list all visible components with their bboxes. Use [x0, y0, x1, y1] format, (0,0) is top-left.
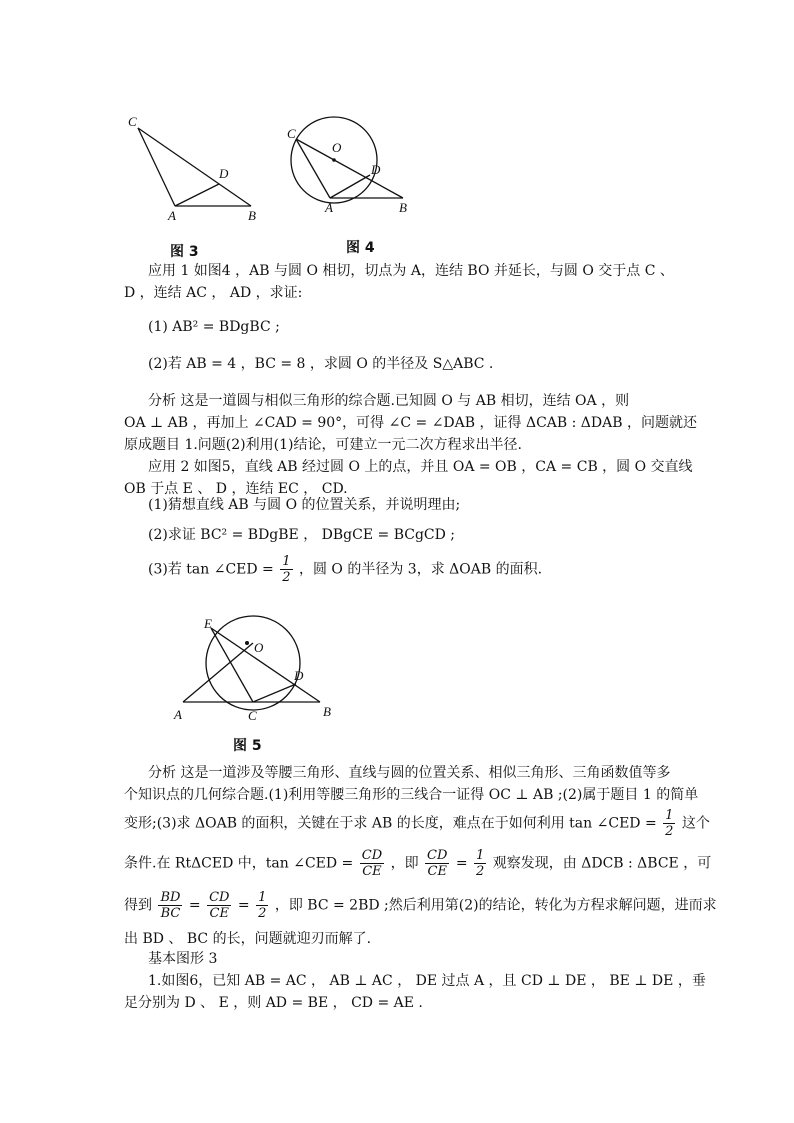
- frac-num: CD: [427, 848, 448, 863]
- analysis-1-line-2: OA ⊥ AB ，再加上 ∠CAD = 90°，可得 ∠C = ∠DAB ，证得 ΔCAB : ΔDAB ，问题就还: [124, 415, 697, 431]
- app2-line-2: OB 于点 E 、 D ，连结 EC ， CD.: [124, 481, 348, 497]
- frac-num: 1: [476, 848, 485, 863]
- app2-line-1: 应用 2 如图5，直线 AB 经过圆 O 上的点，并且 OA = OB ，CA = CB ，圆 O 交直线: [148, 459, 693, 475]
- figure-5-diagram: [168, 612, 343, 727]
- segment-AD: [175, 184, 219, 206]
- circle-O: [206, 616, 300, 710]
- app1-line-2: D ，连结 AC ， AD ，求证:: [124, 285, 303, 301]
- text-block-2: [124, 764, 717, 1024]
- app1-question-2: (2)若 AB = 4 ，BC = 8 ，求圆 O 的半径及 S△ABC .: [148, 356, 494, 372]
- basic-figure-3-heading: 基本图形 3: [148, 951, 218, 967]
- frac-den: 2: [665, 824, 674, 839]
- frac-num: 1: [282, 554, 291, 569]
- fraction-one-half: [256, 890, 268, 921]
- frac-den: BC: [160, 906, 181, 921]
- ana2-l4-b: ，即: [390, 855, 419, 872]
- center-point: [332, 158, 336, 162]
- label-O: O: [254, 640, 264, 655]
- analysis-1-line-1: 分析 这是一道圆与相似三角形的综合题.已知圆 O 与 AB 相切，连结 OA ，则: [148, 393, 630, 409]
- center-point: [245, 641, 249, 645]
- fraction-cd-ce: [360, 848, 384, 879]
- fraction-bd-bc: [158, 890, 182, 921]
- fraction-one-half: [663, 808, 675, 839]
- app1-line-1: 应用 1 如图4 ，AB 与圆 O 相切，切点为 A，连结 BO 并延长，与圆 O 交于点 C 、: [148, 263, 674, 279]
- segment-AO: [183, 643, 253, 702]
- frac-den: 2: [476, 864, 485, 879]
- question-1-line-2: 足分别为 D 、 E ，则 AD = BE ， CD = AE .: [124, 995, 423, 1011]
- label-D: D: [371, 162, 381, 177]
- frac-num: CD: [361, 848, 383, 863]
- fraction-one-half: [280, 554, 292, 585]
- figure-4: [282, 112, 422, 222]
- frac-den: 2: [282, 570, 291, 585]
- figure-5-caption: 图 5: [233, 738, 262, 754]
- frac-den: CE: [209, 906, 229, 921]
- label-D: D: [294, 668, 304, 683]
- analysis-2-line-4: [124, 848, 711, 879]
- label-C: C: [128, 114, 137, 129]
- ana2-l3-end: 这个: [681, 815, 710, 832]
- segment-AD: [330, 175, 370, 198]
- frac-den: 2: [258, 906, 267, 921]
- figure-3-caption: 图 3: [170, 244, 199, 260]
- app2-question-2: (2)求证 BC² = BDgBE ， DBgCE = BCgCD ;: [148, 527, 456, 543]
- label-D: D: [219, 166, 229, 181]
- label-C: C: [287, 126, 296, 141]
- analysis-2-line-5: [124, 890, 717, 921]
- frac-num: CD: [209, 890, 230, 905]
- segment-EC: [211, 628, 253, 702]
- frac-num: 1: [665, 808, 674, 823]
- question-1-line-1: 1.如图6，已知 AB = AC ， AB ⊥ AC ， DE 过点 A ，且 CD ⊥ DE ， BE ⊥ DE ，垂: [148, 973, 706, 989]
- ana2-l5-b: =: [188, 897, 201, 914]
- analysis-1-line-3: 原成题目 1.问题(2)利用(1)结论，可建立一元二次方程求出半径.: [124, 437, 522, 453]
- ana2-l4-d: 观察发现，由 ΔDCB : ΔBCE ，可: [492, 855, 712, 872]
- frac-num: BD: [160, 890, 181, 905]
- frac-num: 1: [258, 890, 267, 905]
- figure-4-caption: 图 4: [346, 240, 375, 256]
- ana2-l5-c: =: [237, 897, 250, 914]
- figure-4-diagram: [282, 112, 422, 222]
- figure-3-diagram: [120, 108, 270, 223]
- label-E: E: [204, 616, 212, 631]
- segment-CB: [138, 128, 251, 206]
- analysis-2-line-2: 个知识点的几何综合题.(1)利用等腰三角形的三线合一证得 OC ⊥ AB ;(2)属于题目 1 的简单: [124, 787, 699, 803]
- label-A: A: [168, 208, 176, 223]
- segment-CB: [296, 139, 403, 198]
- fraction-cd-ce: [207, 890, 231, 921]
- ana2-l4-c: =: [455, 855, 468, 872]
- label-B: B: [399, 200, 407, 215]
- text-block-1: [124, 262, 697, 602]
- app2-q3-suffix: ，圆 O 的半径为 3，求 ΔOAB 的面积.: [298, 561, 543, 578]
- app2-q3-prefix: (3)若 tan ∠CED =: [148, 561, 274, 578]
- analysis-2-line-3: [124, 808, 710, 839]
- analysis-2-line-6: 出 BD 、 BC 的长，问题就迎刃而解了.: [124, 931, 372, 947]
- ana2-l5-d: ，即 BC = 2BD ;然后利用第(2)的结论，转化为方程求解问题，进而求: [274, 897, 717, 914]
- figure-3: [120, 108, 270, 223]
- ana2-l4-a: 条件.在 RtΔCED 中，tan ∠CED =: [124, 855, 354, 872]
- label-A: A: [174, 707, 182, 722]
- analysis-2-line-1: 分析 这是一道涉及等腰三角形、直线与圆的位置关系、相似三角形、三角函数值等多: [148, 765, 671, 781]
- app2-question-3: [148, 554, 542, 585]
- ana2-l5-a: 得到: [124, 897, 152, 914]
- label-A: A: [325, 200, 333, 215]
- fraction-one-half: [474, 848, 486, 879]
- frac-den: CE: [427, 864, 447, 879]
- ana2-l3-text: 变形;(3)求 ΔOAB 的面积，关键在于求 AB 的长度，难点在于如何利用 tan ∠CED =: [124, 815, 657, 832]
- fraction-cd-ce-2: [425, 848, 449, 879]
- frac-den: CE: [362, 864, 382, 879]
- label-C: C: [248, 708, 257, 723]
- label-O: O: [332, 140, 342, 155]
- segment-CA: [138, 128, 175, 206]
- figure-5: [168, 612, 343, 727]
- label-B: B: [248, 208, 256, 223]
- label-B: B: [323, 704, 331, 719]
- app2-question-1: (1)猜想直线 AB 与圆 O 的位置关系，并说明理由;: [148, 497, 461, 513]
- app1-question-1: (1) AB² = BDgBC ;: [148, 319, 280, 335]
